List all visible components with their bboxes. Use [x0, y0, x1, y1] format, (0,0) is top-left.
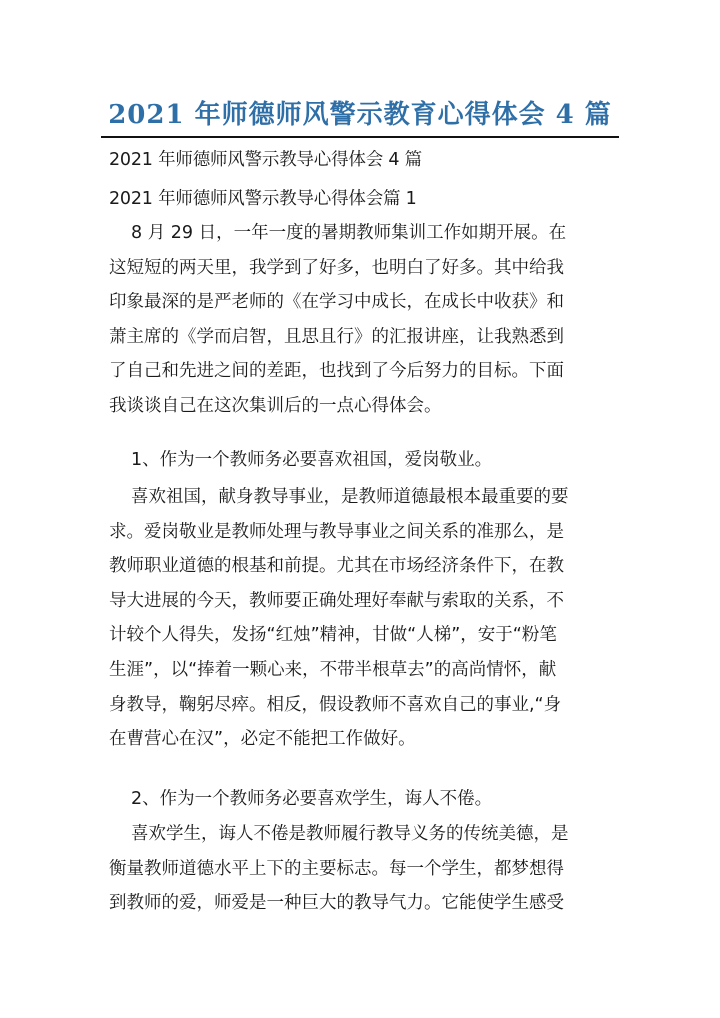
- paragraph-line: 印象最深的是严老师的《在学习中成长，在成长中收获》和: [109, 292, 564, 313]
- paragraph-line: 身教导，鞠躬尽瘁。相反，假设教师不喜欢自己的事业,“身: [109, 694, 562, 715]
- paragraph-line: 在曹营心在汉”，必定不能把工作做好。: [109, 729, 416, 750]
- paragraph-line: 导大进展的今天，教师要正确处理好奉献与索取的关系，不: [109, 590, 564, 611]
- paragraph-line: 生涯”，以“捧着一颗心来，不带半根草去”的高尚情怀，献: [109, 659, 557, 680]
- paragraph-line: 衡量教师道德水平上下的主要标志。每一个学生，都梦想得: [109, 858, 564, 879]
- paragraph-line: 计较个人得失，发扬“红烛”精神，甘做“人梯”，安于“粉笔: [109, 625, 557, 646]
- paragraph-line: 喜欢学生，诲人不倦是教师履行教导义务的传统美德，是: [131, 824, 569, 844]
- paragraph-line: 我谈谈自己在这次集训后的一点心得体会。: [109, 395, 442, 416]
- subtitle-line-1: 2021 年师德师风警示教导心得体会 4 篇: [109, 150, 422, 170]
- section-heading-2: [109, 782, 615, 817]
- paragraph-line: 8 月 29 日，一年一度的暑期教师集训工作如期开展。在: [131, 223, 567, 243]
- paragraph-line: 到教师的爱，师爱是一种巨大的教导气力。它能使学生感受: [109, 893, 564, 914]
- paragraph-line: 求。爱岗敬业是教师处理与教导事业之间关系的准那么，是: [109, 521, 564, 542]
- paragraph-section-2: [109, 817, 615, 921]
- paragraph-line: 萧主席的《学而启智，且思且行》的汇报讲座，让我熟悉到: [109, 326, 564, 347]
- paragraph-line: 这短短的两天里，我学到了好多，也明白了好多。其中给我: [109, 257, 564, 278]
- paragraph-line: 教师职业道德的根基和前提。尤其在市场经济条件下，在教: [109, 556, 564, 577]
- section-heading-text: 2、作为一个教师务必要喜欢学生，诲人不倦。: [131, 789, 493, 809]
- paragraph-section-1: [109, 480, 615, 757]
- section-heading-text: 1、作为一个教师务必要喜欢祖国，爱岗敬业。: [131, 450, 493, 470]
- title-divider: [101, 136, 619, 138]
- section-heading-1: [109, 443, 615, 478]
- subtitle-line-2: 2021 年师德师风警示教导心得体会篇 1: [109, 189, 417, 209]
- paragraph-line: 了自己和先进之间的差距，也找到了今后努力的目标。下面: [109, 361, 564, 382]
- document-title: 2021 年师德师风警示教育心得体会 4 篇: [108, 100, 612, 130]
- paragraph-intro: [109, 216, 615, 424]
- paragraph-line: 喜欢祖国，献身教导事业，是教师道德最根本最重要的要: [131, 487, 569, 507]
